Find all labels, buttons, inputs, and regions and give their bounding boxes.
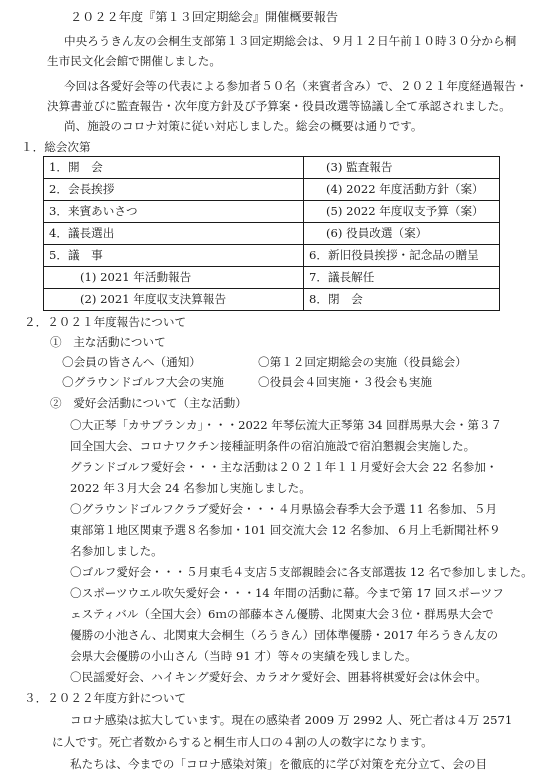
table-row <box>44 157 500 179</box>
club-activity-line: 東部第１地区関東予選８名参加・101 回交流大会 12 名参加、６月上毛新聞社杯９ <box>70 523 501 537</box>
agenda-item: 4．議長選出 <box>44 223 304 245</box>
table-row <box>44 223 500 245</box>
agenda-table <box>43 156 500 311</box>
agenda-item: (5) 2022 年度収支予算（案） <box>304 201 500 223</box>
intro-line: 決算書並びに監査報告・次年度方針及び予算案・役員改選等協議し全て承認されました。 <box>47 99 511 113</box>
subheading-club-activities: ② 愛好会活動について（主な活動） <box>50 396 247 410</box>
table-row <box>44 289 500 311</box>
section-heading-2022-policy: ３．２０２２年度方針について <box>24 691 187 705</box>
agenda-item: 6．新旧役員挨拶・記念品の贈呈 <box>304 245 500 267</box>
agenda-item: 3．来賓あいさつ <box>44 201 304 223</box>
agenda-item: (1) 2021 年活動報告 <box>44 267 304 289</box>
agenda-item: (4) 2022 年度活動方針（案） <box>304 179 500 201</box>
agenda-item: 8．閉 会 <box>304 289 500 311</box>
page-title: ２０２２年度『第１３回定期総会』開催概要報告 <box>70 10 339 24</box>
table-row <box>44 201 500 223</box>
intro-line: 生市民文化会館で開催しました。 <box>47 54 221 68</box>
club-activity-line: 2022 年３月大会 24 名参加し実施しました。 <box>70 481 311 495</box>
activity-item: 〇第１２回定期総会の実施（役員総会） <box>258 355 467 369</box>
club-activity-line: 優勝の小池さん、北関東大会桐生（ろうきん）団体準優勝・2017 年ろうきん友の <box>70 628 499 642</box>
agenda-item: 5．議 事 <box>44 245 304 267</box>
club-activity-line: 〇スポーツウエル吹矢愛好会・・・14 年間の活動に幕。今まで第 17 回スポーツフ <box>70 586 504 600</box>
activity-item: 〇役員会４回実施・３役会も実施 <box>258 375 432 389</box>
section-heading-2021-report: ２．２０２１年度報告について <box>24 315 187 329</box>
table-row <box>44 267 500 289</box>
club-activity-line: グランドゴルフ愛好会・・・主な活動は２０２１年１１月愛好会大会 22 名参加・ <box>70 460 498 474</box>
agenda-item: 2．会長挨拶 <box>44 179 304 201</box>
agenda-item: (2) 2021 年度収支決算報告 <box>44 289 304 311</box>
club-activity-line: 名参加しました。 <box>70 544 163 558</box>
subheading-main-activities: ① 主な活動について <box>50 335 166 349</box>
intro-line: 今回は各愛好会等の代表による参加者５０名（来賓者含み）で、２０２１年度経過報告・ <box>64 79 528 93</box>
club-activity-line: 〇ゴルフ愛好会・・・５月東毛４支店５支部親睦会に各支部選抜 12 名で参加しました。 <box>70 565 533 579</box>
policy-line: 私たちは、今までの「コロナ感染対策」を徹底的に学び対策を充分立て、会の目 <box>70 757 488 771</box>
table-row <box>44 179 500 201</box>
intro-line: 中央ろうきん友の会桐生支部第１３回定期総会は、９月１２日午前１０時３０分から桐 <box>64 34 517 48</box>
agenda-item: 1．開 会 <box>44 157 304 179</box>
club-activity-line: 回全国大会、コロナワクチン接種証明条件の宿泊施設で宿泊懇親会実施した。 <box>70 439 476 453</box>
intro-line: 尚、施設のコロナ対策に従い対応しました。総会の概要は通りです。 <box>64 119 423 133</box>
policy-line: に人です。死亡者数からすると桐生市人口の４割の人の数字になります。 <box>52 735 433 749</box>
agenda-item: (6) 役員改選（案） <box>304 223 500 245</box>
club-activity-line: 〇大正琴「カサブランカ」・・・2022 年琴伝流大正琴第 34 回群馬県大会・第３７ <box>70 418 503 432</box>
activity-item: 〇グラウンドゴルフ大会の実施 <box>62 375 224 389</box>
club-activity-line: 〇グラウンドゴルフクラブ愛好会・・・４月県協会春季大会予選 11 名参加、５月 <box>70 502 498 516</box>
agenda-item: (3) 監査報告 <box>304 157 500 179</box>
policy-line: コロナ感染は拡大しています。現在の感染者 2009 万 2992 人、死亡者は４万 2571 <box>70 713 513 727</box>
activity-item: 〇会員の皆さんへ（通知） <box>62 355 201 369</box>
club-activity-line: ェスティバル（全国大会）6ｍの部藤本さん優勝、北関東大会３位・群馬県大会で <box>70 607 494 621</box>
section-heading-agenda: １．総会次第 <box>21 140 91 154</box>
table-row <box>44 245 500 267</box>
agenda-item: 7．議長解任 <box>304 267 500 289</box>
club-activity-line: 会県大会優勝の小山さん（当時 91 才）等々の実績を残しました。 <box>70 649 417 663</box>
club-activity-line: 〇民謡愛好会、ハイキング愛好会、カラオケ愛好会、囲碁将棋愛好会は休会中。 <box>70 670 487 684</box>
